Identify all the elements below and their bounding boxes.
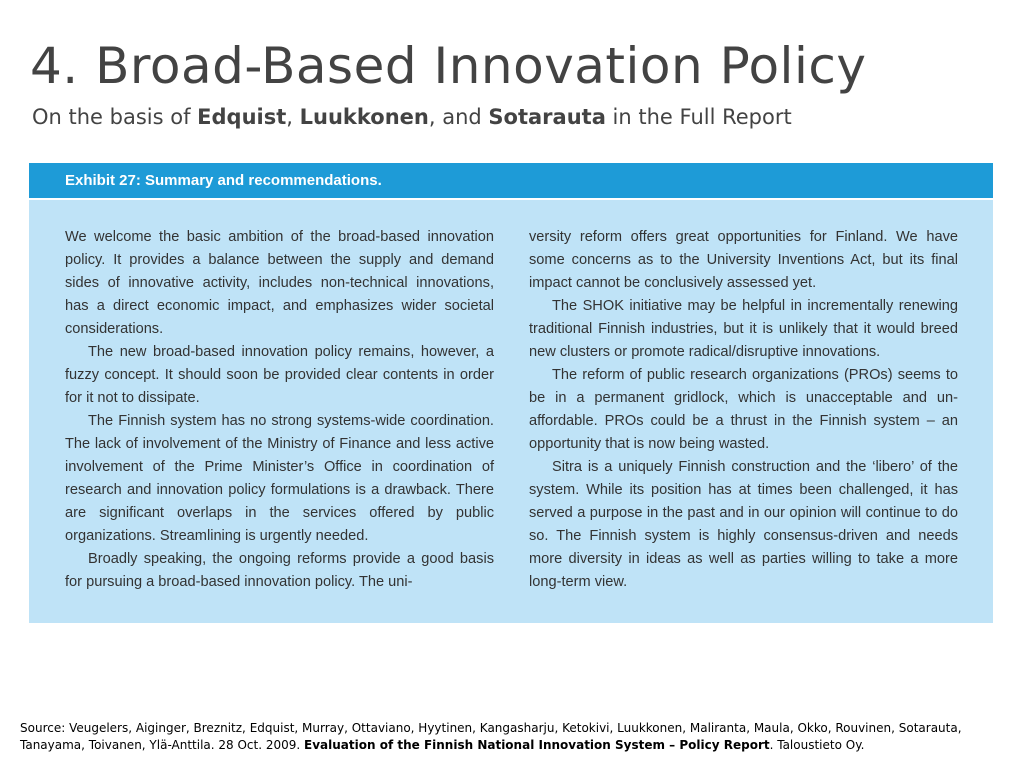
subtitle-separator: , [286, 105, 300, 129]
left-paragraph-2: The new broad-based innovation policy remains, however, a fuzzy concept. It should soon be provided clear contents in order for it not to dissipate. [65, 344, 494, 406]
slide-subtitle [32, 103, 992, 131]
right-paragraph-1: versity reform offers great opportunities for Finland. We have some concerns as to the University Inventions Act, but its final impact cannot be conclusively assessed yet. [529, 229, 958, 291]
left-paragraph-4: Broadly speaking, the ongoing reforms provide a good basis for pursuing a broad-based innovation policy. The uni- [65, 551, 494, 590]
right-paragraph-2: The SHOK initiative may be helpful in incrementally renewing traditional Finnish industries, but it is unlikely that it would breed new clusters or promote radical/disruptive innovations. [529, 298, 958, 360]
subtitle-suffix: in the Full Report [605, 105, 792, 129]
subtitle-separator-and: , and [428, 105, 489, 129]
subtitle-author-luukkonen: Luukkonen [299, 105, 429, 129]
right-paragraph-3: The reform of public research organizations (PROs) seems to be in a permanent gridlock, which is unacceptable and unaffordable. PROs could be a thrust in the Finnish system – an opportunity that is now being wasted. [529, 367, 958, 452]
source-report-title: Evaluation of the Finnish National Innovation System – Policy Report [304, 738, 770, 752]
slide-title: 4. Broad-Based Innovation Policy [30, 37, 867, 95]
source-prefix: Source: Veugelers, Aiginger, Breznitz, Edquist, Murray, Ottaviano, Hyytinen, Kangasharju, Ketokivi, Luukkonen, Maliranta, Maula, Okko, Rouvinen, Sotarauta, Tanayama, Toivanen, Ylä-Anttila. 28 Oct. 2009. [20, 721, 962, 752]
exhibit-header-bar [29, 163, 993, 200]
right-paragraph-4: Sitra is a uniquely Finnish construction and the ‘libero’ of the system. While its position has at times been challenged, it has served a purpose in the past and in our opinion will continue to do so. The Finnish system is highly consensus-driven and needs more diversity in ideas as well as parties willing to take a more long-term view. [529, 459, 958, 590]
source-suffix: . Taloustieto Oy. [769, 738, 865, 752]
left-paragraph-3: The Finnish system has no strong systems-wide coordination. The lack of involvement of the Ministry of Finance and less active involvement of the Prime Minister’s Office in coordination of research and innovation policy formulations is a drawback. There are significant overlaps in the services offered by public organizations. Streamlining is urgently needed. [65, 413, 494, 544]
subtitle-author-sotarauta: Sotarauta [488, 105, 606, 129]
left-paragraph-1: We welcome the basic ambition of the broad-based innovation policy. It provides a balance between the supply and demand sides of innovative activity, includes non-technical innovations, has a direct economic impact, and emphasizes wider societal considerations. [65, 229, 494, 337]
exhibit-box [29, 163, 993, 623]
exhibit-left-column [65, 226, 494, 594]
source-citation [20, 720, 1010, 754]
subtitle-author-edquist: Edquist [197, 105, 287, 129]
exhibit-right-column [529, 226, 958, 594]
exhibit-title: Exhibit 27: Summary and recommendations. [65, 172, 382, 189]
subtitle-prefix: On the basis of [32, 105, 198, 129]
